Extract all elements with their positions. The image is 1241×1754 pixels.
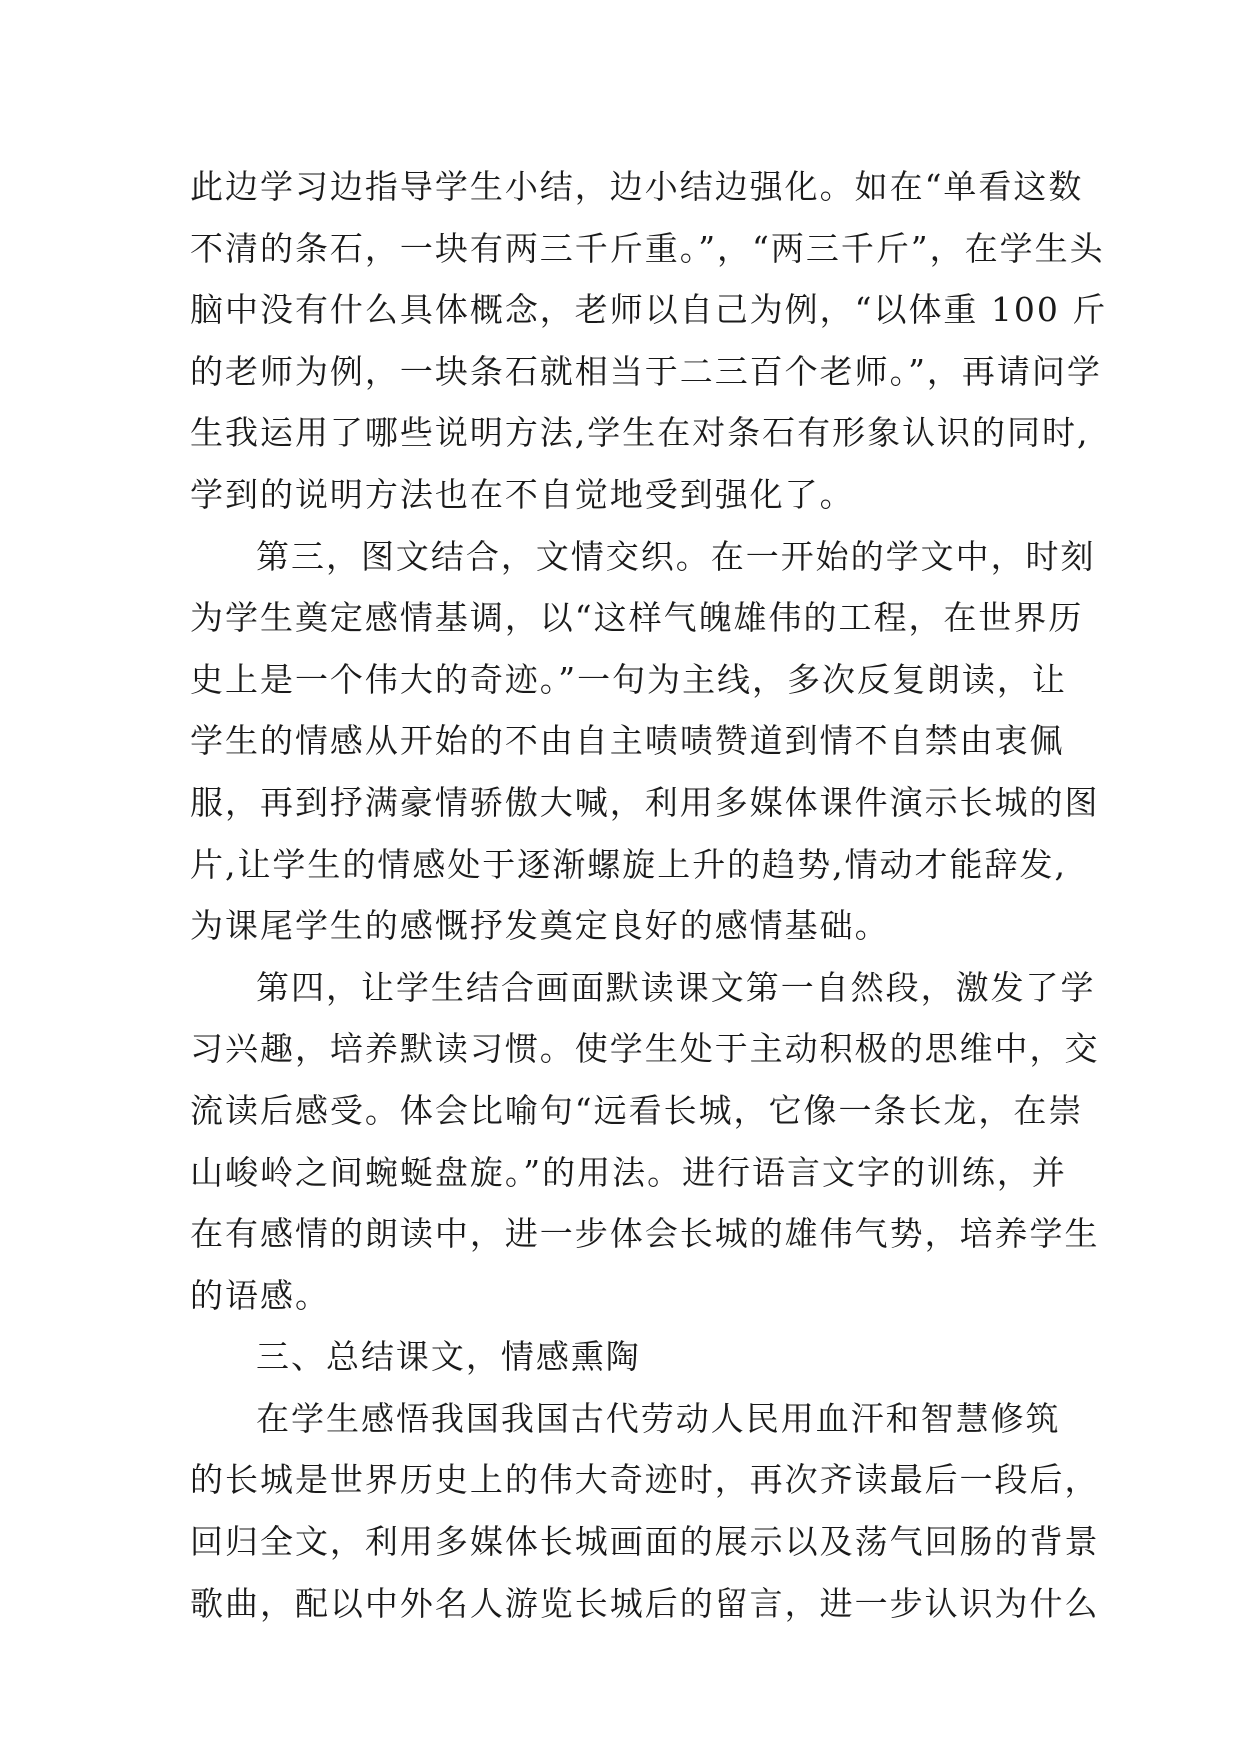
text-line: 生我运用了哪些说明方法,学生在对条石有形象认识的同时, (190, 413, 1090, 453)
text-line: 史上是一个伟大的奇迹。”一句为主线，多次反复朗读，让 (190, 659, 1067, 699)
text-line: 流读后感受。体会比喻句“远看长城，它像一条长龙，在崇 (190, 1090, 1084, 1130)
text-line: 不清的条石，一块有两三千斤重。”，“两三千斤”，在学生头 (190, 228, 1105, 268)
text-line: 脑中没有什么具体概念，老师以自己为例，“以体重 100 斤 (190, 290, 1108, 330)
text-line: 的语感。 (190, 1275, 330, 1315)
paragraph-first-line: 第四，让学生结合画面默读课文第一自然段，激发了学 (256, 967, 1096, 1007)
text-line: 为课尾学生的感慨抒发奠定良好的感情基础。 (190, 906, 890, 946)
text-line: 在有感情的朗读中，进一步体会长城的雄伟气势，培养学生 (190, 1214, 1100, 1254)
paragraph-first-line: 在学生感悟我国我国古代劳动人民用血汗和智慧修筑 (256, 1398, 1061, 1438)
section-heading: 三、总结课文，情感熏陶 (256, 1337, 641, 1377)
text-line: 此边学习边指导学生小结，边小结边强化。如在“单看这数 (190, 167, 1084, 206)
text-line: 片,让学生的情感处于逐渐螺旋上升的趋势,情动才能辞发, (190, 844, 1067, 884)
text-line: 学生的情感从开始的不由自主啧啧赞道到情不自禁由衷佩 (190, 721, 1065, 761)
paragraph-first-line: 第三，图文结合，文情交织。在一开始的学文中，时刻 (256, 536, 1096, 576)
text-line: 的老师为例，一块条石就相当于二三百个老师。”，再请问学 (190, 351, 1102, 391)
text-line: 歌曲，配以中外名人游览长城后的留言，进一步认识为什么 (190, 1583, 1100, 1623)
text-line: 服，再到抒满豪情骄傲大喊，利用多媒体课件演示长城的图 (190, 782, 1100, 822)
text-line: 山峻岭之间蜿蜒盘旋。”的用法。进行语言文字的训练，并 (190, 1152, 1067, 1192)
text-line: 的长城是世界历史上的伟大奇迹时，再次齐读最后一段后， (190, 1460, 1100, 1500)
text-line: 学到的说明方法也在不自觉地受到强化了。 (190, 474, 855, 514)
text-line: 回归全文，利用多媒体长城画面的展示以及荡气回肠的背景 (190, 1522, 1100, 1562)
text-line: 为学生奠定感情基调，以“这样气魄雄伟的工程，在世界历 (190, 598, 1084, 638)
text-line: 习兴趣，培养默读习惯。使学生处于主动积极的思维中，交 (190, 1029, 1100, 1069)
document-body (190, 156, 1108, 1634)
